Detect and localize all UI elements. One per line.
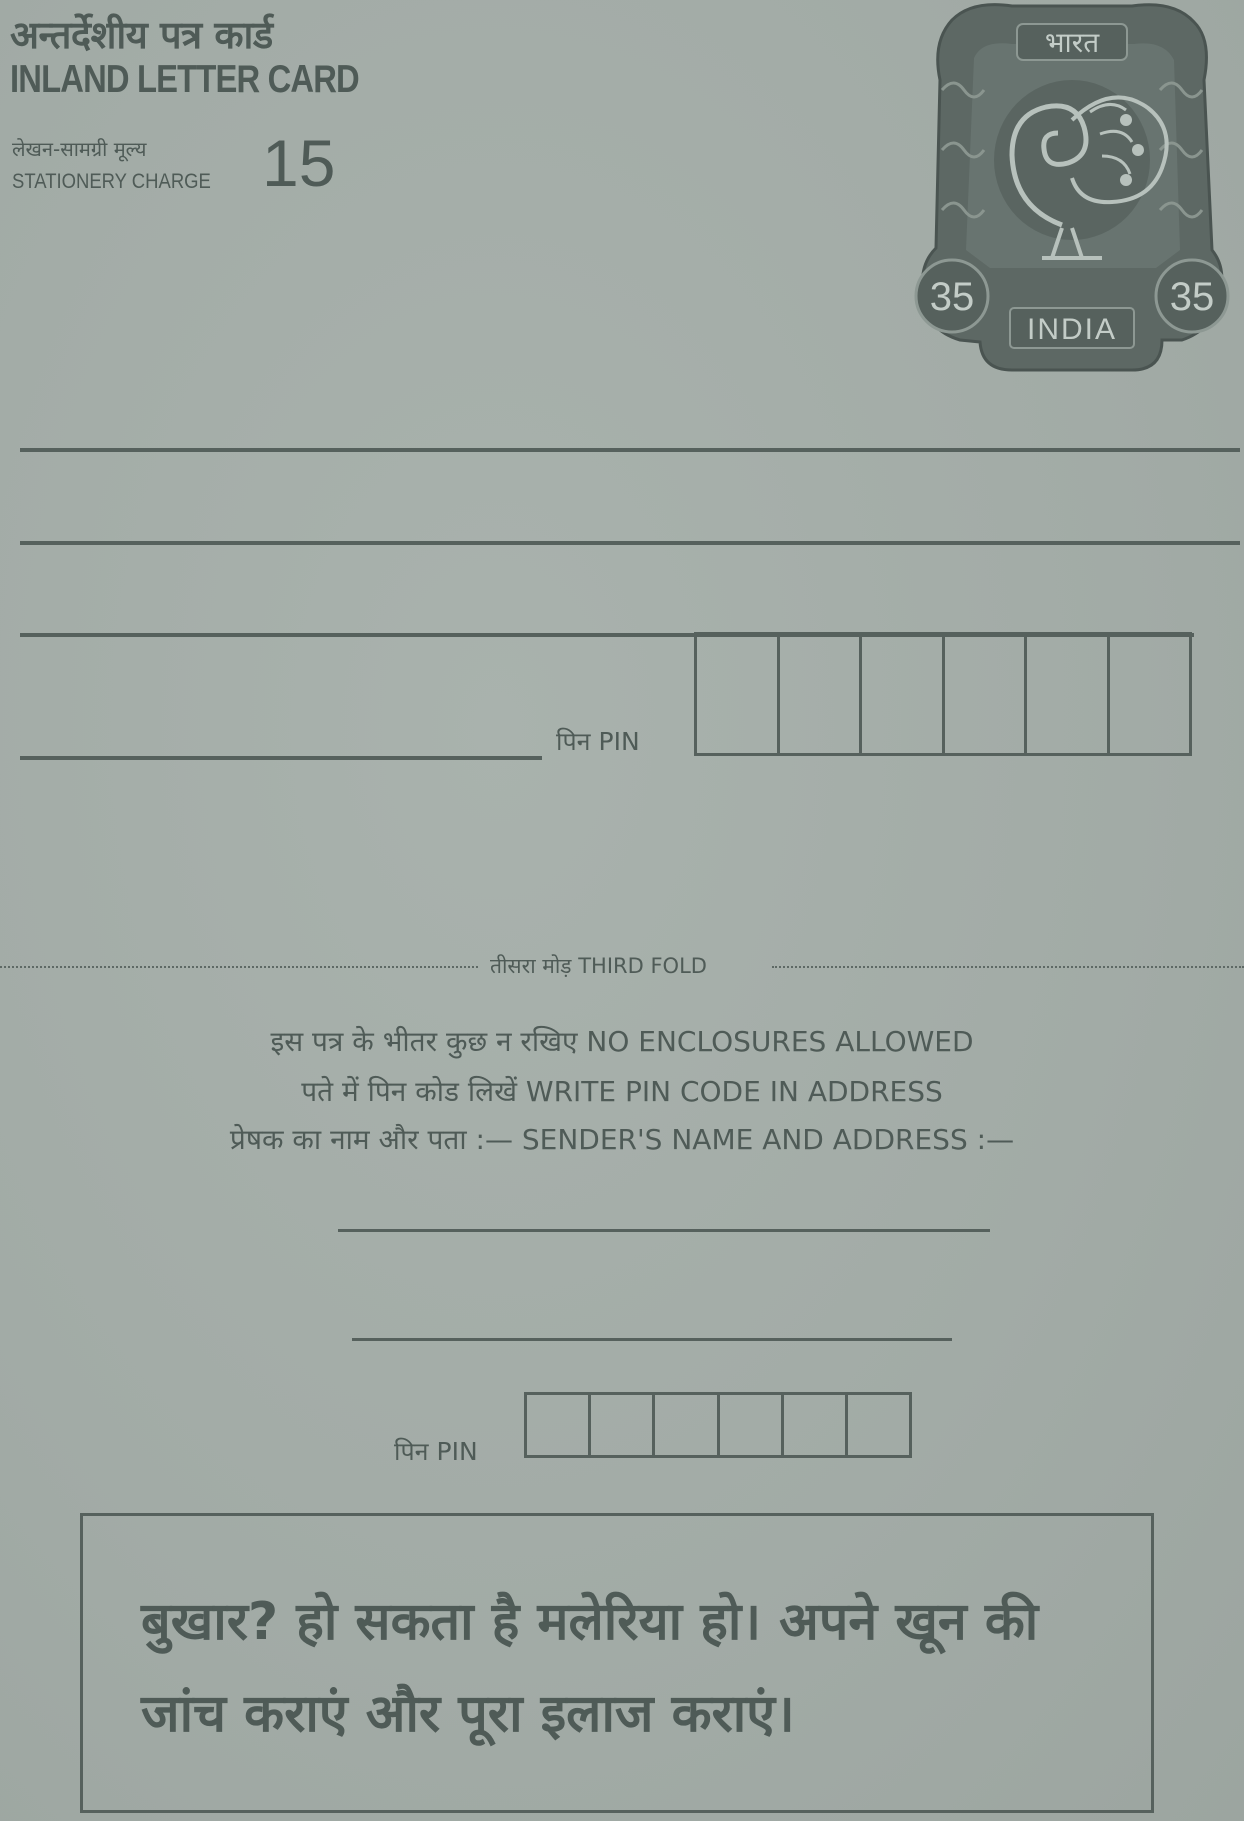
pin-digit-box[interactable] [784,1395,848,1455]
instruction-write-pin: पते में पिन कोड लिखें WRITE PIN CODE IN ADDRESS [301,1075,943,1108]
instruction-no-enclosures: इस पत्र के भीतर कुछ न रखिए NO ENCLOSURES ALLOWED [270,1025,974,1058]
address-line-4[interactable] [20,756,542,760]
card-title-hindi: अन्तर्देशीय पत्र कार्ड [10,13,273,57]
pin-digit-box[interactable] [655,1395,719,1455]
stamp-value-right: 35 [1169,275,1215,319]
pin-digit-box[interactable] [527,1395,591,1455]
fold-line-left [0,966,478,968]
stamp-country-english: INDIA [1026,313,1118,346]
pin-digit-box[interactable] [720,1395,784,1455]
sender-line-2[interactable] [352,1338,952,1341]
pin-digit-box[interactable] [862,635,945,753]
health-message-line-1: बुखार? हो सकता है मलेरिया हो। अपने खून की [141,1592,1039,1652]
sender-pin-label: पिन PIN [394,1437,478,1466]
health-message [141,1576,1038,1760]
sender-pin-code-boxes[interactable] [524,1392,912,1458]
stamp-country-hindi: भारत [1044,26,1100,59]
stamp-value-left: 35 [929,275,975,319]
health-message-line-2: जांच कराएं और पूरा इलाज कराएं। [141,1684,795,1744]
address-line-1[interactable] [20,448,1240,452]
card-title-english: INLAND LETTER CARD [10,58,359,101]
stationery-charge-value: 15 [262,126,336,200]
address-line-2[interactable] [20,541,1240,545]
stamp-graphic [912,0,1232,376]
pin-digit-box[interactable] [780,635,863,753]
pin-digit-box[interactable] [1027,635,1110,753]
health-message-box [80,1513,1154,1813]
stationery-charge-label-hindi: लेखन-सामग्री मूल्य [12,137,147,161]
fold-line-right [772,966,1244,968]
sender-address-heading: प्रेषक का नाम और पता :— SENDER'S NAME AND ADDRESS :— [229,1123,1015,1156]
pin-digit-box[interactable] [945,635,1028,753]
pin-digit-box[interactable] [848,1395,909,1455]
stationery-charge-label-english: STATIONERY CHARGE [12,170,211,193]
pin-code-boxes[interactable] [694,632,1192,756]
postage-stamp [912,0,1232,376]
pin-label: पिन PIN [556,727,640,756]
pin-digit-box[interactable] [697,635,780,753]
sender-line-1[interactable] [338,1229,990,1232]
pin-digit-box[interactable] [1110,635,1190,753]
third-fold-label: तीसरा मोड़ THIRD FOLD [490,954,707,978]
pin-digit-box[interactable] [591,1395,655,1455]
